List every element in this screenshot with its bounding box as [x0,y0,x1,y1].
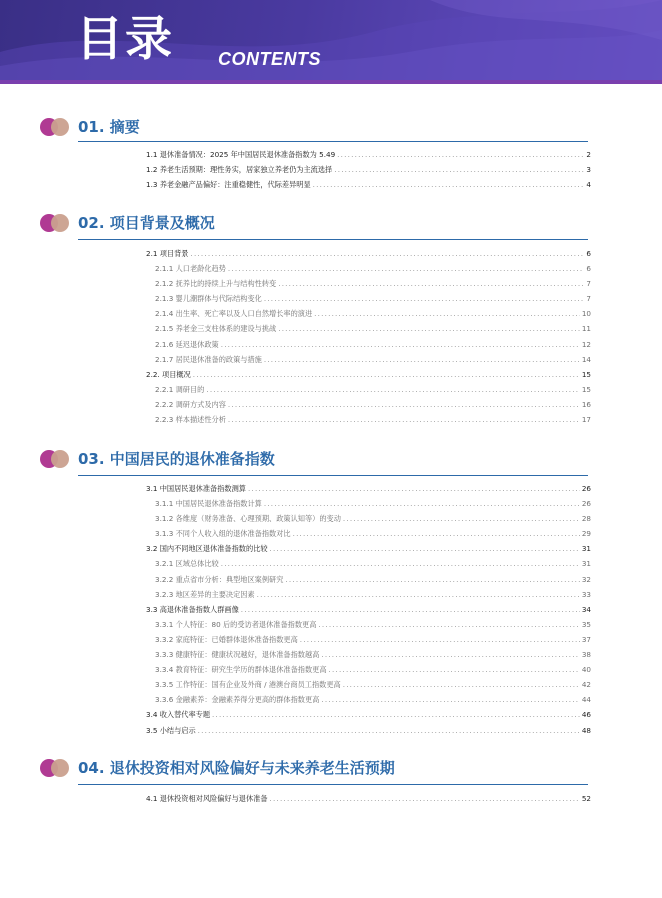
dot-leader [248,481,580,496]
toc-entry[interactable] [40,412,591,427]
dot-leader [337,147,584,162]
toc-page-number: 12 [581,339,591,349]
toc-page-number: 46 [581,710,591,720]
toc-entry-title: 3.1.3 不同个人收入组的退休准备指数对比 [155,529,291,539]
toc-entry[interactable] [40,147,591,162]
toc-entry[interactable] [40,587,591,602]
dot-leader [314,306,580,321]
dot-leader [329,662,580,677]
section-heading [40,210,560,236]
toc-entry[interactable] [40,352,591,367]
dot-leader [334,162,584,177]
toc-entry[interactable] [40,556,591,571]
toc-page-number: 34 [581,604,591,614]
dot-leader [221,337,580,352]
dot-leader [264,496,580,511]
toc-entry-title: 2.1.4 出生率、死亡率以及人口自然增长率的演进 [155,309,313,319]
toc-entry[interactable] [40,572,591,587]
dot-leader [228,261,585,276]
toc-entry[interactable] [40,367,591,382]
toc-page-number: 17 [581,415,591,425]
toc-entry-title: 2.1.7 居民退休准备的政策与措施 [155,354,262,364]
section-title[interactable]: 02. 项目背景及概况 [78,214,215,232]
section-04 [40,755,591,803]
toc-entry-title: 3.1 中国居民退休准备指数测算 [146,484,246,493]
section-divider [78,784,588,785]
toc-entry-title: 3.1.1 中国居民退休准备指数计算 [155,499,262,509]
toc-entry[interactable] [40,162,591,177]
dot-leader [264,291,585,306]
toc-entry-title: 4.1 退休投资相对风险偏好与退休准备 [146,794,268,803]
dot-leader [264,352,580,367]
dot-leader [212,707,580,722]
dot-leader [270,541,580,556]
toc-entry-title: 3.2.2 重点省市分析：典型地区案例研究 [155,574,284,584]
toc-entry[interactable] [40,291,591,306]
toc-entry[interactable] [40,481,591,496]
toc-entry[interactable] [40,692,591,707]
section-dots-icon [40,118,70,136]
section-divider [78,141,588,142]
section-02 [40,210,591,425]
toc-entry-title: 3.3.6 金融素养：金融素养得分更高的群体指数更高 [155,695,320,705]
toc-entry-title: 3.3.2 家庭特征：已婚群体退休准备指数更高 [155,634,298,644]
toc-page-number: 6 [586,264,591,274]
toc-page-number: 7 [586,294,591,304]
section-divider [78,475,588,476]
toc-entry[interactable] [40,647,591,662]
banner-accent-line [0,80,662,84]
header-banner [0,0,662,80]
toc-page-number: 26 [581,499,591,509]
toc-page-number: 26 [581,484,591,493]
dot-leader [285,572,579,587]
section-heading [40,446,560,472]
toc-page-number: 48 [581,725,591,735]
toc-entry-title: 1.3 养老金融产品偏好：注重稳健性，代际差异明显 [146,180,311,190]
dot-leader [321,692,580,707]
toc-entry-title: 3.2.3 地区差异的主要决定因素 [155,589,255,599]
toc-entry-title: 2.1 项目背景 [146,249,189,258]
section-dots-icon [40,759,70,777]
toc-entry-title: 2.1.2 抚养比的持续上升与结构性转变 [155,279,277,289]
toc-list [40,481,591,738]
toc-entry[interactable] [40,261,591,276]
dot-leader [221,556,580,571]
toc-entry[interactable] [40,177,591,192]
toc-entry-title: 1.1 退休准备情况：2025 年中国居民退休准备指数为 5.49 [146,150,336,159]
dot-leader [278,321,580,336]
toc-entry-title: 3.3.1 个人特征：80 后的受访者退休准备指数更高 [155,619,317,629]
toc-page-number: 10 [581,309,591,319]
toc-page-number: 7 [586,279,591,289]
dot-leader [321,647,580,662]
toc-page-number: 31 [581,544,591,554]
toc-page-number: 28 [581,514,591,524]
toc-entry-title: 3.4 收入替代率专题 [146,710,211,720]
section-dots-icon [40,450,70,468]
toc-entry[interactable] [40,511,591,526]
toc-entry-title: 2.2.1 调研目的 [155,384,205,394]
toc-page-number: 40 [581,665,591,675]
toc-list [40,791,591,806]
toc-entry-title: 2.1.1 人口老龄化趋势 [155,264,226,274]
section-divider [78,239,588,240]
page-title-en: CONTENTS [218,49,321,69]
toc-page-number: 44 [581,695,591,705]
toc-page-number: 32 [581,574,591,584]
toc-entry[interactable] [40,321,591,336]
toc-entry[interactable] [40,337,591,352]
section-dots-icon [40,214,70,232]
toc-entry[interactable] [40,526,591,541]
toc-entry[interactable] [40,276,591,291]
toc-page-number: 4 [586,180,591,190]
toc-entry-title: 3.3 高退休准备指数人群画像 [146,604,239,614]
page-title-cn: 目录 [76,12,174,67]
dot-leader [270,791,580,806]
dot-leader [318,617,579,632]
toc-page-number: 16 [581,399,591,409]
toc-entry-title: 2.2. 项目概况 [146,369,191,379]
toc-list [40,246,591,427]
toc-page-number: 42 [581,680,591,690]
toc-entry-title: 3.1.2 各维度（财务准备、心理预期、政策认知等）的变动 [155,514,341,524]
toc-entry[interactable] [40,617,591,632]
section-title[interactable]: 03. 中国居民的退休准备指数 [78,450,275,468]
toc-page-number: 29 [581,529,591,539]
toc-entry-title: 2.1.3 婴儿潮群体与代际结构变化 [155,294,262,304]
toc-entry-title: 3.3.4 教育特征：研究生学历的群体退休准备指数更高 [155,665,327,675]
toc-entry[interactable] [40,306,591,321]
dot-leader [300,632,580,647]
dot-leader [293,526,580,541]
toc-entry-title: 3.2.1 区域总体比较 [155,559,219,569]
section-title[interactable]: 01. 摘要 [78,118,140,136]
dot-leader [228,397,580,412]
toc-entry[interactable] [40,662,591,677]
toc-entry[interactable] [40,602,591,617]
section-heading [40,755,560,781]
toc-entry[interactable] [40,677,591,692]
dot-leader [206,382,580,397]
toc-entry[interactable] [40,723,591,738]
toc-entry-title: 2.1.6 延迟退休政策 [155,339,219,349]
toc-entry[interactable] [40,496,591,511]
toc-page-number: 15 [581,369,591,379]
toc-entry[interactable] [40,541,591,556]
dot-leader [313,177,585,192]
dot-leader [190,246,584,261]
toc-entry-title: 2.2.3 样本描述性分析 [155,415,226,425]
toc-entry-title: 3.5 小结与启示 [146,725,196,735]
dot-leader [241,602,580,617]
toc-entry[interactable] [40,632,591,647]
toc-entry[interactable] [40,707,591,722]
toc-page-number: 15 [581,384,591,394]
toc-entry-title: 1.2 养老生活预期：理性务实，居家独立养老仍为主流选择 [146,165,333,175]
toc-entry[interactable] [40,791,591,806]
toc-page-number: 31 [581,559,591,569]
toc-page-number: 35 [581,619,591,629]
toc-page-number: 3 [586,165,591,175]
toc-page-number: 37 [581,634,591,644]
section-01 [40,114,591,190]
toc-page-number: 14 [581,354,591,364]
dot-leader [278,276,584,291]
section-03 [40,446,591,735]
toc-page-number: 52 [581,794,591,803]
toc-entry-title: 2.1.5 养老金三支柱体系的建设与挑战 [155,324,277,334]
toc-page-number: 33 [581,589,591,599]
toc-page-number: 2 [586,150,591,159]
toc-page-number: 6 [586,249,591,258]
toc-entry-title: 3.3.5 工作特征：国有企业及外商 / 港澳台商员工指数更高 [155,680,341,690]
toc-entry[interactable] [40,246,591,261]
dot-leader [257,587,580,602]
toc-page-number: 38 [581,650,591,660]
dot-leader [198,723,580,738]
toc-entry-title: 3.3.3 健康特征：健康状况越好，退休准备指数越高 [155,650,320,660]
toc-entry[interactable] [40,382,591,397]
dot-leader [343,677,580,692]
toc-entry[interactable] [40,397,591,412]
dot-leader [228,412,580,427]
toc-entry-title: 3.2 国内不同地区退休准备指数的比较 [146,544,268,554]
toc-list [40,147,591,192]
dot-leader [343,511,580,526]
toc-entry-title: 2.2.2 调研方式及内容 [155,399,226,409]
dot-leader [193,367,580,382]
section-heading [40,114,560,140]
toc-page-number: 11 [581,324,591,334]
section-title[interactable]: 04. 退休投资相对风险偏好与未来养老生活预期 [78,759,395,777]
